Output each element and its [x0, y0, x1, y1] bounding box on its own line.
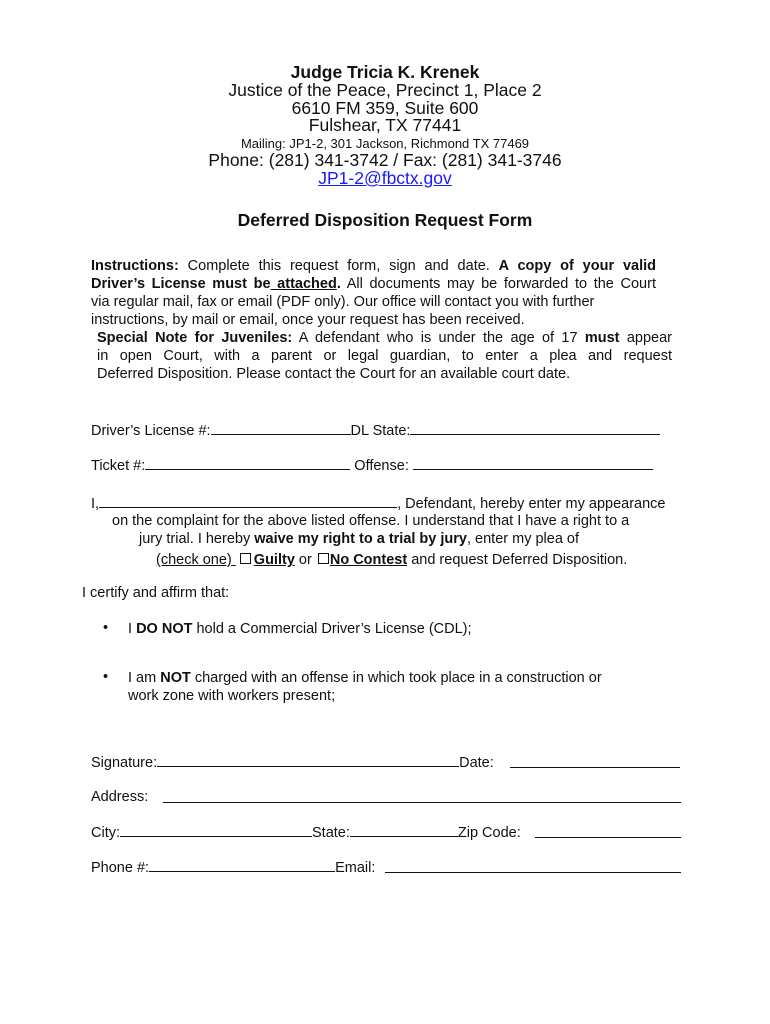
guilty-checkbox[interactable] [240, 553, 251, 564]
certify-item-construction: I am NOT charged with an offense in which took place in a construction or [128, 670, 602, 686]
ticket-input[interactable] [145, 456, 350, 470]
phone-label: Phone #: [91, 860, 150, 876]
dl-state-input[interactable] [410, 421, 660, 435]
address-input[interactable] [163, 789, 681, 803]
street-address: 6610 FM 359, Suite 600 [291, 98, 479, 118]
signature-input[interactable] [157, 753, 459, 767]
drivers-license-label: Driver’s License #: [91, 423, 211, 439]
offense-label: Offense: [354, 458, 409, 474]
form-title: Deferred Disposition Request Form [237, 210, 533, 230]
bullet-2-symbol: • [103, 669, 109, 685]
court-name: Justice of the Peace, Precinct 1, Place 2 [228, 80, 542, 100]
date-label: Date: [459, 755, 494, 771]
no-contest-checkbox[interactable] [318, 553, 329, 564]
instructions-line-3: via regular mail, fax or email (PDF only). Our office will contact you with further [91, 294, 595, 310]
phone-row [91, 858, 375, 878]
certify-item-cdl: I DO NOT hold a Commercial Driver’s License (CDL); [128, 621, 472, 637]
no-contest-label: No Contest [329, 552, 408, 568]
certify-intro: I certify and affirm that: [82, 585, 230, 601]
juvenile-line-1: Special Note for Juveniles: A defendant who is under the age of 17 must appear [97, 330, 672, 346]
bullet-1-symbol: • [103, 620, 109, 636]
address-row [91, 788, 148, 808]
juvenile-line-2: in open Court, with a parent or legal guardian, to enter a plea and request [97, 348, 672, 364]
city-label: City: [91, 825, 120, 841]
email-input[interactable] [385, 859, 681, 873]
ticket-row [91, 456, 653, 476]
email-label: Email: [335, 860, 376, 876]
offense-input[interactable] [413, 456, 653, 470]
judge-name: Judge Tricia K. Krenek [290, 62, 480, 82]
plea-line-4: (check one) Guilty or No Contest and request Deferred Disposition. [156, 552, 628, 568]
instructions-line-1: Instructions: Complete this request form, sign and date. A copy of your valid [91, 258, 656, 274]
drivers-license-row [91, 421, 660, 441]
ticket-label: Ticket #: [91, 458, 146, 474]
plea-line-1: I, , Defendant, hereby enter my appearance [91, 496, 666, 512]
signature-label: Signature: [91, 755, 158, 771]
zip-label: Zip Code: [457, 825, 521, 841]
phone-input[interactable] [149, 858, 335, 872]
city-address: Fulshear, TX 77441 [308, 115, 462, 135]
city-row [91, 823, 521, 843]
plea-line-3: jury trial. I hereby waive my right to a trial by jury, enter my plea of [139, 531, 580, 547]
juvenile-note [97, 329, 672, 383]
zip-input[interactable] [535, 824, 681, 838]
dl-state-label: DL State: [350, 423, 411, 439]
state-input[interactable] [350, 823, 458, 837]
signature-row [91, 753, 494, 773]
state-label: State: [312, 825, 350, 841]
drivers-license-input[interactable] [211, 421, 351, 435]
email-link[interactable]: JP1-2@fbctx.gov [318, 168, 452, 188]
address-label: Address: [91, 789, 149, 805]
phone-fax: Phone: (281) 341-3742 / Fax: (281) 341-3746 [208, 150, 562, 170]
mailing-address: Mailing: JP1-2, 301 Jackson, Richmond TX 77469 [240, 136, 530, 151]
city-input[interactable] [120, 823, 312, 837]
instructions-line-4: instructions, by mail or email, once your request has been received. [91, 312, 525, 328]
guilty-label: Guilty [253, 552, 295, 568]
date-input[interactable] [510, 754, 680, 768]
juvenile-line-3: Deferred Disposition. Please contact the Court for an available court date. [97, 366, 571, 382]
certify-item-construction-line-2: work zone with workers present; [128, 688, 336, 704]
instructions-line-2: Driver’s License must be attached. All documents may be forwarded to the Court [91, 276, 656, 292]
instructions-label: Instructions: [91, 258, 179, 274]
juvenile-label: Special Note for Juveniles: [97, 330, 293, 346]
plea-line-2: on the complaint for the above listed offense. I understand that I have a right to a [112, 513, 630, 529]
instructions-paragraph [91, 257, 656, 329]
defendant-name-input[interactable] [99, 494, 397, 508]
